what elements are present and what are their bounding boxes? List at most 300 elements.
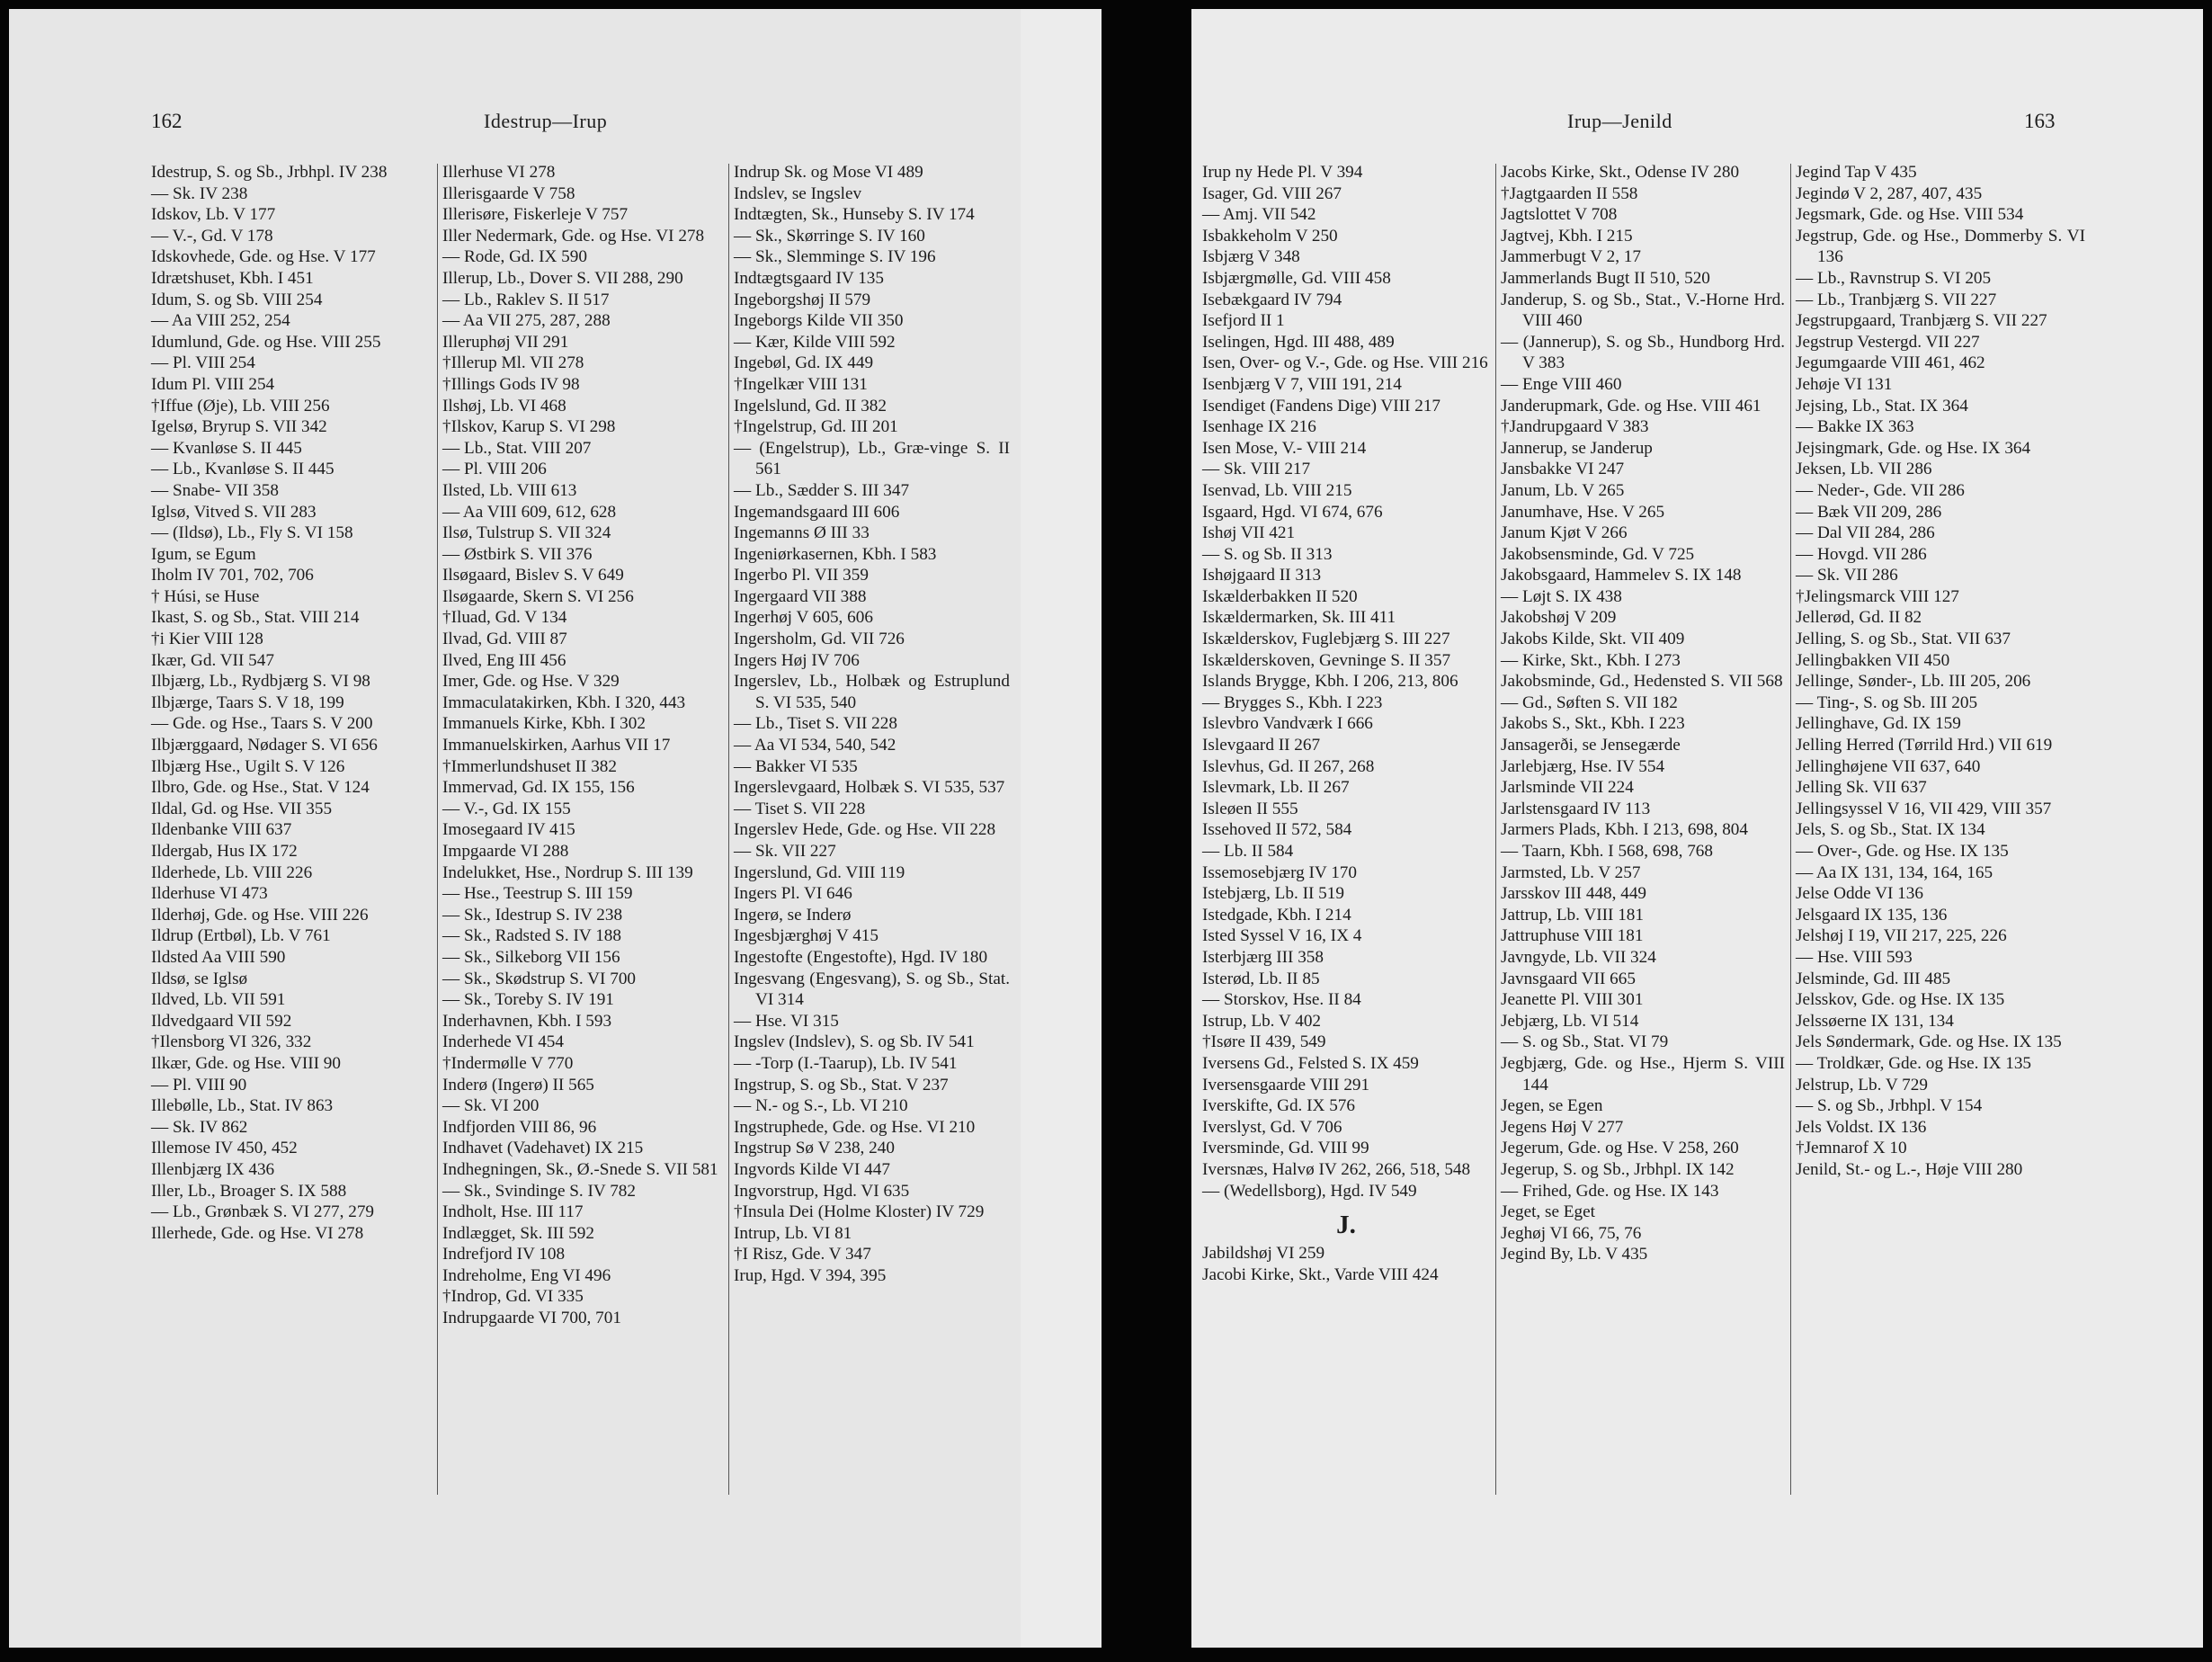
index-entry: Jelsgaard IX 135, 136: [1796, 905, 1948, 925]
index-entry: Jelstrup, Lb. V 729: [1796, 1075, 1928, 1095]
index-entry: Iskælderskoven, Gevninge S. II 357: [1202, 650, 1451, 670]
index-entry: Ildved, Lb. VII 591: [151, 990, 286, 1010]
page-gutter: [1021, 9, 1102, 1648]
index-entry: Ildvedgaard VII 592: [151, 1011, 292, 1031]
index-entry: Illeruphøj VII 291: [442, 332, 569, 352]
index-entry: Jegindø V 2, 287, 407, 435: [1796, 183, 1983, 203]
index-entry: Ildsø, se Iglsø: [151, 969, 248, 988]
index-entry: Ingstruphede, Gde. og Hse. VI 210: [734, 1117, 976, 1137]
index-entry: — (Ildsø), Lb., Fly S. VI 158: [151, 523, 353, 543]
index-entry: Ildergab, Hus IX 172: [151, 842, 298, 861]
index-entry: — Neder-, Gde. VII 286: [1796, 480, 1965, 500]
index-entry: Iverslyst, Gd. V 706: [1202, 1117, 1342, 1137]
index-entry: — Pl. VIII 206: [442, 460, 547, 479]
index-entry: Jarmers Plads, Kbh. I 213, 698, 804: [1501, 820, 1748, 840]
index-entry: Islevmark, Lb. II 267: [1202, 778, 1350, 798]
index-entry: Jellingbakken VII 450: [1796, 650, 1950, 670]
index-entry: Jegerum, Gde. og Hse. V 258, 260: [1501, 1139, 1739, 1158]
index-entry: Ilved, Eng III 456: [442, 650, 566, 670]
index-entry: Jegind By, Lb. V 435: [1501, 1245, 1648, 1264]
index-entry: Jakobs S., Skt., Kbh. I 223: [1501, 714, 1685, 734]
index-entry: Jelsminde, Gd. III 485: [1796, 969, 1951, 988]
index-entry: Jeghøj VI 66, 75, 76: [1501, 1223, 1642, 1243]
index-entry: — Gd., Søften S. VII 182: [1501, 692, 1678, 712]
index-entry: Indlægget, Sk. III 592: [442, 1223, 594, 1243]
index-entry: Jegumgaarde VIII 461, 462: [1796, 353, 1985, 373]
index-entry: Immaculatakirken, Kbh. I 320, 443: [442, 692, 686, 712]
index-entry: Ingstrup, S. og Sb., Stat. V 237: [734, 1075, 949, 1095]
index-entry: Javnsgaard VII 665: [1501, 969, 1636, 988]
index-entry: Ilbjærg Hse., Ugilt S. V 126: [151, 756, 345, 776]
index-entry: Ildrup (Ertbøl), Lb. V 761: [151, 926, 331, 946]
index-entry: Jehøje VI 131: [1796, 374, 1893, 394]
index-entry: Jelling, S. og Sb., Stat. VII 637: [1796, 630, 2011, 649]
index-entry: Indrup Sk. og Mose VI 489: [734, 163, 923, 182]
index-entry: Islevgaard II 267: [1202, 736, 1321, 755]
index-entry: Illerup, Lb., Dover S. VII 288, 290: [442, 268, 683, 288]
right-page: [1191, 9, 2203, 1648]
index-entry: Iversens Gd., Felsted S. IX 459: [1202, 1053, 1419, 1073]
index-entry: Illerisgaarde V 758: [442, 183, 575, 203]
index-entry: — Gde. og Hse., Taars S. V 200: [151, 714, 373, 734]
index-entry: Jegstrup Vestergd. VII 227: [1796, 332, 1980, 352]
index-entry: — Dal VII 284, 286: [1796, 523, 1935, 543]
index-entry: †Illerup Ml. VII 278: [442, 353, 584, 373]
index-entry: † Húsi, se Huse: [151, 586, 260, 606]
index-entry: — Sk., Silkeborg VII 156: [442, 947, 620, 967]
index-entry: Javngyde, Lb. VII 324: [1501, 947, 1656, 967]
index-entry: — Lb., Stat. VIII 207: [442, 438, 592, 458]
index-entry: Indfjorden VIII 86, 96: [442, 1117, 597, 1137]
index-entry: Ingerslund, Gd. VIII 119: [734, 862, 905, 882]
index-entry: †Illings Gods IV 98: [442, 374, 580, 394]
index-entry: Ingeborgs Kilde VII 350: [734, 311, 904, 331]
index-entry: Jegbjærg, Gde. og Hse., Hjerm S. VIII 144: [1501, 1053, 1785, 1095]
index-entry: Isager, Gd. VIII 267: [1202, 183, 1342, 203]
index-entry: Jegsmark, Gde. og Hse. VIII 534: [1796, 205, 2024, 225]
index-entry: — S. og Sb. II 313: [1202, 544, 1333, 564]
index-entry: Jebjærg, Lb. VI 514: [1501, 1011, 1639, 1031]
index-entry: — Aa VII 275, 287, 288: [442, 311, 611, 331]
column-rule: [437, 164, 438, 1495]
index-entry: Ilbjærge, Taars S. V 18, 199: [151, 692, 344, 712]
index-entry: Iholm IV 701, 702, 706: [151, 566, 314, 585]
index-entry: — (Wedellsborg), Hgd. IV 549: [1202, 1181, 1417, 1201]
index-entry: Jellinghave, Gd. IX 159: [1796, 714, 1961, 734]
index-entry: Jattrup, Lb. VIII 181: [1501, 905, 1644, 925]
index-entry: Islands Brygge, Kbh. I 206, 213, 806: [1202, 672, 1458, 692]
index-entry: Indhegningen, Sk., Ø.-Snede S. VII 581: [442, 1159, 718, 1179]
index-entry: Inderø (Ingerø) II 565: [442, 1075, 594, 1095]
index-entry: Idumlund, Gde. og Hse. VIII 255: [151, 332, 381, 352]
index-entry: †Iluad, Gd. V 134: [442, 608, 567, 628]
index-entry: Ingestofte (Engestofte), Hgd. IV 180: [734, 947, 988, 967]
index-entry: Isebækgaard IV 794: [1202, 290, 1342, 309]
index-entry: — Kvanløse S. II 445: [151, 438, 302, 458]
index-entry: Ingerø, se Inderø: [734, 905, 852, 925]
index-entry: Istrup, Lb. V 402: [1202, 1011, 1322, 1031]
index-entry: Isenvad, Lb. VIII 215: [1202, 480, 1352, 500]
index-entry: — Rode, Gd. IX 590: [442, 247, 587, 267]
index-entry: Jakobs Kilde, Skt. VII 409: [1501, 630, 1685, 649]
index-entry: — Løjt S. IX 438: [1501, 586, 1622, 606]
index-entry: Jammerbugt V 2, 17: [1501, 247, 1641, 267]
index-entry: Jels, S. og Sb., Stat. IX 134: [1796, 820, 1985, 840]
index-entry: — Aa VI 534, 540, 542: [734, 736, 896, 755]
index-entry: Immanuels Kirke, Kbh. I 302: [442, 714, 646, 734]
index-entry: Jattruphuse VIII 181: [1501, 926, 1644, 946]
index-entry: Jagtslottet V 708: [1501, 205, 1618, 225]
index-entry: — Østbirk S. VII 376: [442, 544, 593, 564]
index-entry: — S. og Sb., Stat. VI 79: [1501, 1032, 1669, 1052]
index-entry: — Sk., Radsted S. IV 188: [442, 926, 621, 946]
index-entry: — Snabe- VII 358: [151, 480, 279, 500]
index-entry: Isterbjærg III 358: [1202, 947, 1324, 967]
index-entry: Jejsing, Lb., Stat. IX 364: [1796, 396, 1968, 416]
index-entry: Ilsøgaarde, Skern S. VI 256: [442, 586, 634, 606]
index-entry: Isted Syssel V 16, IX 4: [1202, 926, 1362, 946]
index-column-1: [1202, 162, 1490, 1285]
index-entry: Illerhede, Gde. og Hse. VI 278: [151, 1223, 364, 1243]
index-entry: Indelukket, Hse., Nordrup S. III 139: [442, 862, 693, 882]
index-entry: — (Jannerup), S. og Sb., Hundborg Hrd. V 383: [1501, 332, 1785, 373]
index-entry: — Sk., Skørringe S. IV 160: [734, 226, 925, 246]
index-entry: Ildsted Aa VIII 590: [151, 947, 286, 967]
index-entry: Isgaard, Hgd. VI 674, 676: [1202, 502, 1383, 522]
index-entry: — Lb., Tiset S. VII 228: [734, 714, 897, 734]
index-entry: Iller, Lb., Broager S. IX 588: [151, 1181, 347, 1201]
index-entry: Igelsø, Bryrup S. VII 342: [151, 417, 327, 437]
index-entry: Igum, se Egum: [151, 544, 256, 564]
index-entry: Jansbakke VI 247: [1501, 460, 1625, 479]
index-entry: — V.-, Gd. V 178: [151, 226, 273, 246]
index-entry: — Sk. VIII 217: [1202, 460, 1311, 479]
running-head: Irup—Jenild: [1567, 110, 1672, 132]
index-entry: †Ingelstrup, Gd. III 201: [734, 417, 898, 437]
left-page: [9, 9, 1021, 1648]
index-entry: Idum, S. og Sb. VIII 254: [151, 290, 323, 309]
index-entry: †Ilensborg VI 326, 332: [151, 1032, 312, 1052]
index-entry: Isterød, Lb. II 85: [1202, 969, 1320, 988]
index-entry: — Storskov, Hse. II 84: [1202, 990, 1361, 1010]
index-entry: Imosegaard IV 415: [442, 820, 575, 840]
index-entry: Ilsøgaard, Bislev S. V 649: [442, 566, 624, 585]
index-entry: Jegstrupgaard, Tranbjærg S. VII 227: [1796, 311, 2047, 331]
column-rule: [1790, 164, 1791, 1495]
index-entry: Intrup, Lb. VI 81: [734, 1223, 852, 1243]
index-entry: Jarlebjærg, Hse. IV 554: [1501, 756, 1665, 776]
index-entry: — Brygges S., Kbh. I 223: [1202, 692, 1383, 712]
index-entry: — Enge VIII 460: [1501, 374, 1622, 394]
index-entry: Isefjord II 1: [1202, 311, 1285, 331]
index-entry: Idskovhede, Gde. og Hse. V 177: [151, 247, 376, 267]
index-entry: Immervad, Gd. IX 155, 156: [442, 778, 635, 798]
index-entry: Jejsingmark, Gde. og Hse. IX 364: [1796, 438, 2031, 458]
index-entry: †Iffue (Øje), Lb. VIII 256: [151, 396, 330, 416]
index-entry: Idum Pl. VIII 254: [151, 374, 275, 394]
index-entry: Jakobsminde, Gd., Hedensted S. VII 568: [1501, 672, 1783, 692]
index-entry: Impgaarde VI 288: [442, 842, 569, 861]
index-entry: — Over-, Gde. og Hse. IX 135: [1796, 842, 2009, 861]
index-entry: Jarmsted, Lb. V 257: [1501, 862, 1641, 882]
index-entry: — (Engelstrup), Lb., Græ-vinge S. II 561: [734, 438, 1010, 479]
index-entry: Jegens Høj V 277: [1501, 1117, 1624, 1137]
index-column-2: [1501, 162, 1785, 1265]
index-entry: Indtægten, Sk., Hunseby S. IV 174: [734, 205, 975, 225]
index-entry: Illemose IV 450, 452: [151, 1139, 298, 1158]
index-entry: Indrefjord IV 108: [442, 1245, 566, 1264]
index-entry: Indrupgaarde VI 700, 701: [442, 1309, 621, 1328]
index-entry: Iselingen, Hgd. III 488, 489: [1202, 332, 1395, 352]
index-entry: Jagtvej, Kbh. I 215: [1501, 226, 1633, 246]
index-entry: Ingerhøj V 605, 606: [734, 608, 873, 628]
index-entry: — Sk., Slemminge S. IV 196: [734, 247, 936, 267]
index-entry: Ingvorstrup, Hgd. VI 635: [734, 1181, 910, 1201]
index-entry: Jakobshøj V 209: [1501, 608, 1617, 628]
index-entry: Ingerslev, Lb., Holbæk og Estruplund S. VI 535, 540: [734, 672, 1010, 712]
index-entry: Ingebøl, Gd. IX 449: [734, 353, 874, 373]
index-entry: †Indermølle V 770: [442, 1053, 574, 1073]
index-entry: Iskælderbakken II 520: [1202, 586, 1358, 606]
index-entry: Issemosebjærg IV 170: [1202, 862, 1357, 882]
index-entry: Iskælderskov, Fuglebjærg S. III 227: [1202, 630, 1450, 649]
index-entry: Ilsted, Lb. VIII 613: [442, 480, 577, 500]
index-entry: — Pl. VIII 90: [151, 1075, 247, 1095]
index-entry: †Ingelkær VIII 131: [734, 374, 868, 394]
index-entry: Isleøen II 555: [1202, 799, 1298, 818]
index-entry: — Ting-, S. og Sb. III 205: [1796, 692, 1978, 712]
index-entry: Ilbro, Gde. og Hse., Stat. V 124: [151, 778, 370, 798]
index-entry: Jelling Herred (Tørrild Hrd.) VII 619: [1796, 736, 2053, 755]
index-entry: Ishøj VII 421: [1202, 523, 1296, 543]
index-entry: — Sk. VI 200: [442, 1096, 540, 1116]
index-entry: Illebølle, Lb., Stat. IV 863: [151, 1096, 334, 1116]
index-entry: Ishøjgaard II 313: [1202, 566, 1322, 585]
index-entry: Jenild, St.- og L.-, Høje VIII 280: [1796, 1159, 2023, 1179]
index-entry: Iversensgaarde VIII 291: [1202, 1075, 1370, 1095]
index-entry: Indhavet (Vadehavet) IX 215: [442, 1139, 644, 1158]
index-entry: Iglsø, Vitved S. VII 283: [151, 502, 317, 522]
index-entry: Jabildshøj VI 259: [1202, 1244, 1325, 1264]
index-entry: †Isøre II 439, 549: [1202, 1032, 1326, 1052]
index-entry: — Lb., Ravnstrup S. VI 205: [1796, 268, 1992, 288]
index-entry: — Aa VIII 609, 612, 628: [442, 502, 617, 522]
index-entry: Isen Mose, V.- VIII 214: [1202, 438, 1367, 458]
index-entry: Inderhede VI 454: [442, 1032, 564, 1052]
index-entry: Iverskifte, Gd. IX 576: [1202, 1096, 1355, 1116]
index-entry: Isendiget (Fandens Dige) VIII 217: [1202, 396, 1441, 416]
index-entry: — Sk. VII 286: [1796, 566, 1898, 585]
index-entry: Imer, Gde. og Hse. V 329: [442, 672, 620, 692]
index-entry: Jansagerði, se Jensegærde: [1501, 736, 1681, 755]
index-entry: Iversnæs, Halvø IV 262, 266, 518, 548: [1202, 1159, 1471, 1179]
index-entry: — Lb., Sædder S. III 347: [734, 480, 910, 500]
section-letter: J.: [1336, 1211, 1356, 1240]
index-entry: Jacobi Kirke, Skt., Varde VIII 424: [1202, 1264, 1439, 1284]
index-column-1: [151, 162, 432, 1244]
index-entry: †Ilskov, Karup S. VI 298: [442, 417, 616, 437]
index-entry: Illerisøre, Fiskerleje V 757: [442, 205, 629, 225]
index-entry: Isbjærg V 348: [1202, 247, 1300, 267]
index-entry: — Sk. VII 227: [734, 842, 836, 861]
index-entry: Jellinghøjene VII 637, 640: [1796, 756, 1981, 776]
index-entry: Ingerslevgaard, Holbæk S. VI 535, 537: [734, 778, 1005, 798]
index-entry: — Sk., Toreby S. IV 191: [442, 990, 614, 1010]
index-entry: Ilshøj, Lb. VI 468: [442, 396, 566, 416]
index-entry: Isenhage IX 216: [1202, 417, 1316, 437]
index-entry: Ilderhuse VI 473: [151, 884, 268, 904]
index-entry: Ilsø, Tulstrup S. VII 324: [442, 523, 611, 543]
index-entry: — Sk., Skødstrup S. VI 700: [442, 969, 637, 988]
index-entry: Jels Søndermark, Gde. og Hse. IX 135: [1796, 1032, 2062, 1052]
index-entry: Jarsskov III 448, 449: [1501, 884, 1647, 904]
index-entry: Jegerup, S. og Sb., Jrbhpl. IX 142: [1501, 1159, 1735, 1179]
index-entry: †I Risz, Gde. V 347: [734, 1245, 871, 1264]
index-entry: Ikær, Gd. VII 547: [151, 650, 274, 670]
index-entry: Ingvords Kilde VI 447: [734, 1159, 890, 1179]
index-entry: Jegind Tap V 435: [1796, 163, 1917, 182]
index-entry: Ilvad, Gd. VIII 87: [442, 630, 567, 649]
index-entry: Jeksen, Lb. VII 286: [1796, 460, 1932, 479]
column-rule: [1495, 164, 1496, 1495]
index-entry: Ingerslev Hede, Gde. og Hse. VII 228: [734, 820, 996, 840]
index-entry: — Lb., Raklev S. II 517: [442, 290, 610, 309]
index-entry: Iversminde, Gd. VIII 99: [1202, 1139, 1369, 1158]
index-entry: Jarlsminde VII 224: [1501, 778, 1634, 798]
index-entry: Jelsskov, Gde. og Hse. IX 135: [1796, 990, 2005, 1010]
index-entry: Ingemandsgaard III 606: [734, 502, 900, 522]
index-entry: Jakobsgaard, Hammelev S. IX 148: [1501, 566, 1742, 585]
index-entry: Jellerød, Gd. II 82: [1796, 608, 1922, 628]
index-entry: Jelling Sk. VII 637: [1796, 778, 1927, 798]
index-column-3: [1796, 162, 2085, 1181]
index-entry: Janum Kjøt V 266: [1501, 523, 1628, 543]
index-entry: Ilbjærg, Lb., Rydbjærg S. VI 98: [151, 672, 370, 692]
index-entry: Janderup, S. og Sb., Stat., V.-Horne Hrd. VIII 460: [1501, 290, 1785, 331]
index-entry: Illenbjærg IX 436: [151, 1159, 275, 1179]
index-entry: — Hse., Teestrup S. III 159: [442, 884, 633, 904]
index-entry: — Lb., Tranbjærg S. VII 227: [1796, 290, 1997, 309]
index-entry: Jegstrup, Gde. og Hse., Dommerby S. VI 136: [1796, 226, 2085, 267]
index-entry: Ikast, S. og Sb., Stat. VIII 214: [151, 608, 360, 628]
index-entry: Ingemanns Ø III 33: [734, 523, 870, 543]
index-entry: Illerhuse VI 278: [442, 163, 556, 182]
index-entry: Jelssøerne IX 131, 134: [1796, 1011, 1954, 1031]
index-entry: Ingesvang (Engesvang), S. og Sb., Stat. VI 314: [734, 969, 1010, 1010]
index-entry: Ingelslund, Gd. II 382: [734, 396, 887, 416]
index-entry: — Frihed, Gde. og Hse. IX 143: [1501, 1181, 1719, 1201]
index-entry: Ilkær, Gde. og Hse. VIII 90: [151, 1053, 341, 1073]
index-entry: Jannerup, se Janderup: [1501, 438, 1653, 458]
index-entry: — N.- og S.-, Lb. VI 210: [734, 1096, 908, 1116]
index-entry: Ingslev (Indslev), S. og Sb. IV 541: [734, 1032, 975, 1052]
index-entry: Jeanette Pl. VIII 301: [1501, 990, 1644, 1010]
index-entry: Jellinge, Sønder-, Lb. III 205, 206: [1796, 672, 2031, 692]
index-entry: — Lb., Grønbæk S. VI 277, 279: [151, 1202, 375, 1222]
index-entry: Ingergaard VII 388: [734, 586, 867, 606]
index-entry: Ingeborgshøj II 579: [734, 290, 871, 309]
index-entry: — Lb. II 584: [1202, 842, 1294, 861]
index-column-3: [734, 162, 1010, 1286]
index-entry: Ingers Høj IV 706: [734, 650, 860, 670]
index-entry: — Aa IX 131, 134, 164, 165: [1796, 862, 1993, 882]
index-entry: Ingstrup Sø V 238, 240: [734, 1139, 895, 1158]
index-entry: Indreholme, Eng VI 496: [442, 1265, 611, 1285]
index-entry: Ildenbanke VIII 637: [151, 820, 292, 840]
index-entry: Isenbjærg V 7, VIII 191, 214: [1202, 374, 1402, 394]
index-entry: Ingersholm, Gd. VII 726: [734, 630, 905, 649]
index-entry: — Kirke, Skt., Kbh. I 273: [1501, 650, 1681, 670]
index-entry: Jels Voldst. IX 136: [1796, 1117, 1927, 1137]
index-entry: Ilderhede, Lb. VIII 226: [151, 862, 313, 882]
index-entry: — Sk. IV 238: [151, 183, 248, 203]
index-entry: — Troldkær, Gde. og Hse. IX 135: [1796, 1053, 2031, 1073]
page-number: 163: [2024, 110, 2056, 132]
index-entry: Irup ny Hede Pl. V 394: [1202, 163, 1363, 182]
index-column-2: [442, 162, 724, 1329]
index-entry: Indholt, Hse. III 117: [442, 1202, 584, 1222]
index-entry: Isen, Over- og V.-, Gde. og Hse. VIII 216: [1202, 353, 1488, 373]
index-entry: Ilbjærggaard, Nødager S. VI 656: [151, 736, 378, 755]
index-entry: — Pl. VIII 254: [151, 353, 255, 373]
index-entry: Iller Nedermark, Gde. og Hse. VI 278: [442, 226, 705, 246]
index-entry: †Immerlundshuset II 382: [442, 756, 617, 776]
index-entry: Ingers Pl. VI 646: [734, 884, 852, 904]
index-entry: Jelshøj I 19, VII 217, 225, 226: [1796, 926, 2007, 946]
index-entry: Immanuelskirken, Aarhus VII 17: [442, 736, 671, 755]
index-entry: †Jandrupgaard V 383: [1501, 417, 1649, 437]
running-head: Idestrup—Irup: [484, 110, 608, 132]
index-entry: — Kær, Kilde VIII 592: [734, 332, 896, 352]
index-entry: Islevhus, Gd. II 267, 268: [1202, 756, 1375, 776]
index-entry: — -Torp (I.-Taarup), Lb. IV 541: [734, 1053, 958, 1073]
index-entry: Idestrup, S. og Sb., Jrbhpl. IV 238: [151, 163, 388, 182]
index-entry: — Bæk VII 209, 286: [1796, 502, 1942, 522]
index-entry: †i Kier VIII 128: [151, 630, 263, 649]
index-entry: Isbjærgmølle, Gd. VIII 458: [1202, 268, 1391, 288]
index-entry: Jellingsyssel V 16, VII 429, VIII 357: [1796, 799, 2052, 818]
index-entry: Janderupmark, Gde. og Hse. VIII 461: [1501, 396, 1762, 416]
index-entry: Jeget, se Eget: [1501, 1202, 1595, 1222]
index-entry: Iskældermarken, Sk. III 411: [1202, 608, 1396, 628]
index-entry: Islevbro Vandværk I 666: [1202, 714, 1373, 734]
index-entry: Ilderhøj, Gde. og Hse. VIII 226: [151, 905, 369, 925]
index-entry: Ingesbjærghøj V 415: [734, 926, 879, 946]
column-rule: [728, 164, 729, 1495]
index-entry: — Hse. VI 315: [734, 1011, 839, 1031]
index-entry: Jammerlands Bugt II 510, 520: [1501, 268, 1710, 288]
index-entry: Idrætshuset, Kbh. I 451: [151, 268, 314, 288]
index-entry: †Jagtgaarden II 558: [1501, 183, 1638, 203]
index-entry: Inderhavnen, Kbh. I 593: [442, 1011, 612, 1031]
index-entry: Janum, Lb. V 265: [1501, 480, 1625, 500]
index-entry: Idskov, Lb. V 177: [151, 205, 276, 225]
index-entry: — Sk. IV 862: [151, 1117, 248, 1137]
index-entry: †Jemnarof X 10: [1796, 1139, 1907, 1158]
index-entry: — Tiset S. VII 228: [734, 799, 866, 818]
index-entry: — Bakker VI 535: [734, 756, 858, 776]
index-entry: Irup, Hgd. V 394, 395: [734, 1265, 887, 1285]
index-entry: Issehoved II 572, 584: [1202, 820, 1352, 840]
index-entry: — Lb., Kvanløse S. II 445: [151, 460, 334, 479]
index-entry: — Sk., Svindinge S. IV 782: [442, 1181, 636, 1201]
index-entry: Janumhave, Hse. V 265: [1501, 502, 1665, 522]
index-entry: — Aa VIII 252, 254: [151, 311, 290, 331]
index-entry: — V.-, Gd. IX 155: [442, 799, 571, 818]
index-entry: — Bakke IX 363: [1796, 417, 1914, 437]
index-entry: Indtægtsgaard IV 135: [734, 268, 884, 288]
page-number: 162: [151, 110, 183, 132]
